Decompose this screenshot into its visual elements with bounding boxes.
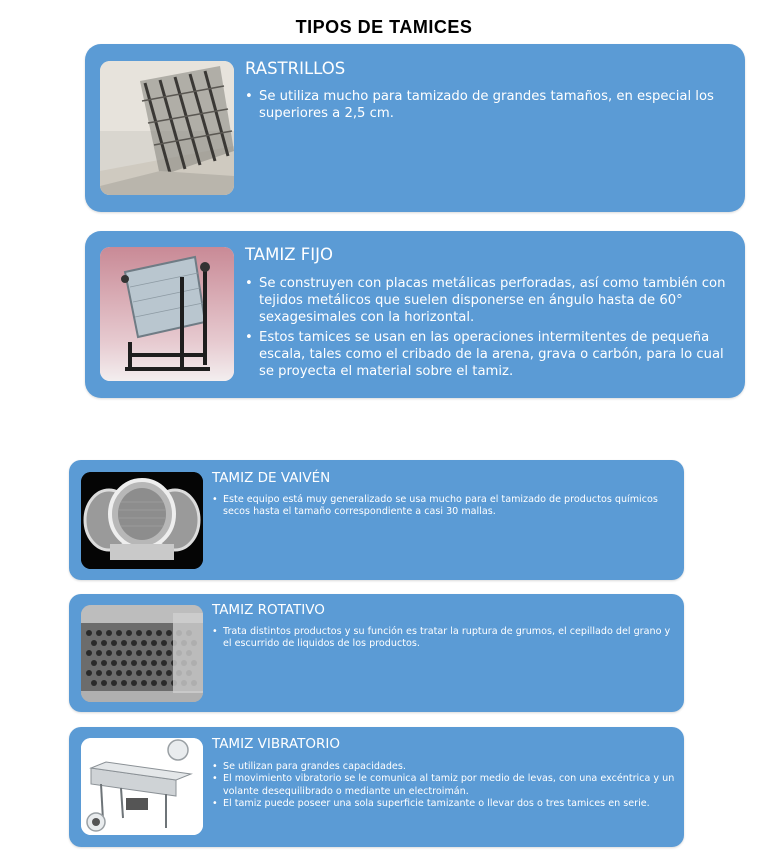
card-tamiz-fijo bbox=[85, 231, 745, 398]
bullet-item: • Trata distintos productos y su función es tratar la ruptura de grumos, el cepillado del grano y el escurrido de liquidos de los productos. bbox=[212, 626, 672, 651]
card-tamiz-rotativo bbox=[69, 594, 684, 712]
bullet-list bbox=[212, 626, 672, 651]
tamiz-vibratorio-photo bbox=[81, 738, 203, 835]
bullet-list bbox=[245, 88, 725, 125]
bullet-item: • Se utilizan para grandes capacidades. bbox=[212, 761, 677, 773]
bullet-list bbox=[212, 761, 677, 811]
card-heading: TAMIZ ROTATIVO bbox=[212, 602, 325, 618]
card-rastrillos bbox=[85, 44, 745, 212]
bullet-item: • Este equipo está muy generalizado se usa mucho para el tamizado de productos químicos secos hasta el tamaño correspondiente a casi 30 mallas. bbox=[212, 494, 672, 519]
tamiz-vaiven-photo bbox=[81, 472, 203, 569]
bullet-item: • El tamiz puede poseer una sola superficie tamizante o llevar dos o tres tamices en serie. bbox=[212, 798, 677, 810]
bullet-list bbox=[245, 275, 735, 383]
card-tamiz-vaiven bbox=[69, 460, 684, 580]
card-tamiz-vibratorio bbox=[69, 727, 684, 847]
tamiz-fijo-photo bbox=[100, 247, 234, 381]
tamiz-rotativo-photo bbox=[81, 605, 203, 702]
bullet-list bbox=[212, 494, 672, 519]
bullet-item: • Se utiliza mucho para tamizado de grandes tamaños, en especial los superiores a 2,5 cm. bbox=[245, 88, 725, 122]
card-heading: TAMIZ DE VAIVÉN bbox=[212, 470, 331, 486]
page-title: TIPOS DE TAMICES bbox=[295, 17, 473, 37]
card-heading: TAMIZ FIJO bbox=[245, 245, 333, 264]
bullet-item: • El movimiento vibratorio se le comunica al tamiz por medio de levas, con una excéntrica y un volante desequilibrado o mediante un electroimán. bbox=[212, 773, 677, 798]
rastrillos-photo bbox=[100, 61, 234, 195]
bullet-item: • Se construyen con placas metálicas perforadas, así como también con tejidos metálicos que suelen disponerse en ángulo hasta de 60° sexagesimales con la horizontal. bbox=[245, 275, 735, 326]
card-heading: RASTRILLOS bbox=[245, 59, 346, 78]
card-heading: TAMIZ VIBRATORIO bbox=[212, 736, 340, 752]
bullet-item: • Estos tamices se usan en las operaciones intermitentes de pequeña escala, tales como el cribado de la arena, grava o carbón, para lo cual se proyecta el material sobre el tamiz. bbox=[245, 329, 735, 380]
